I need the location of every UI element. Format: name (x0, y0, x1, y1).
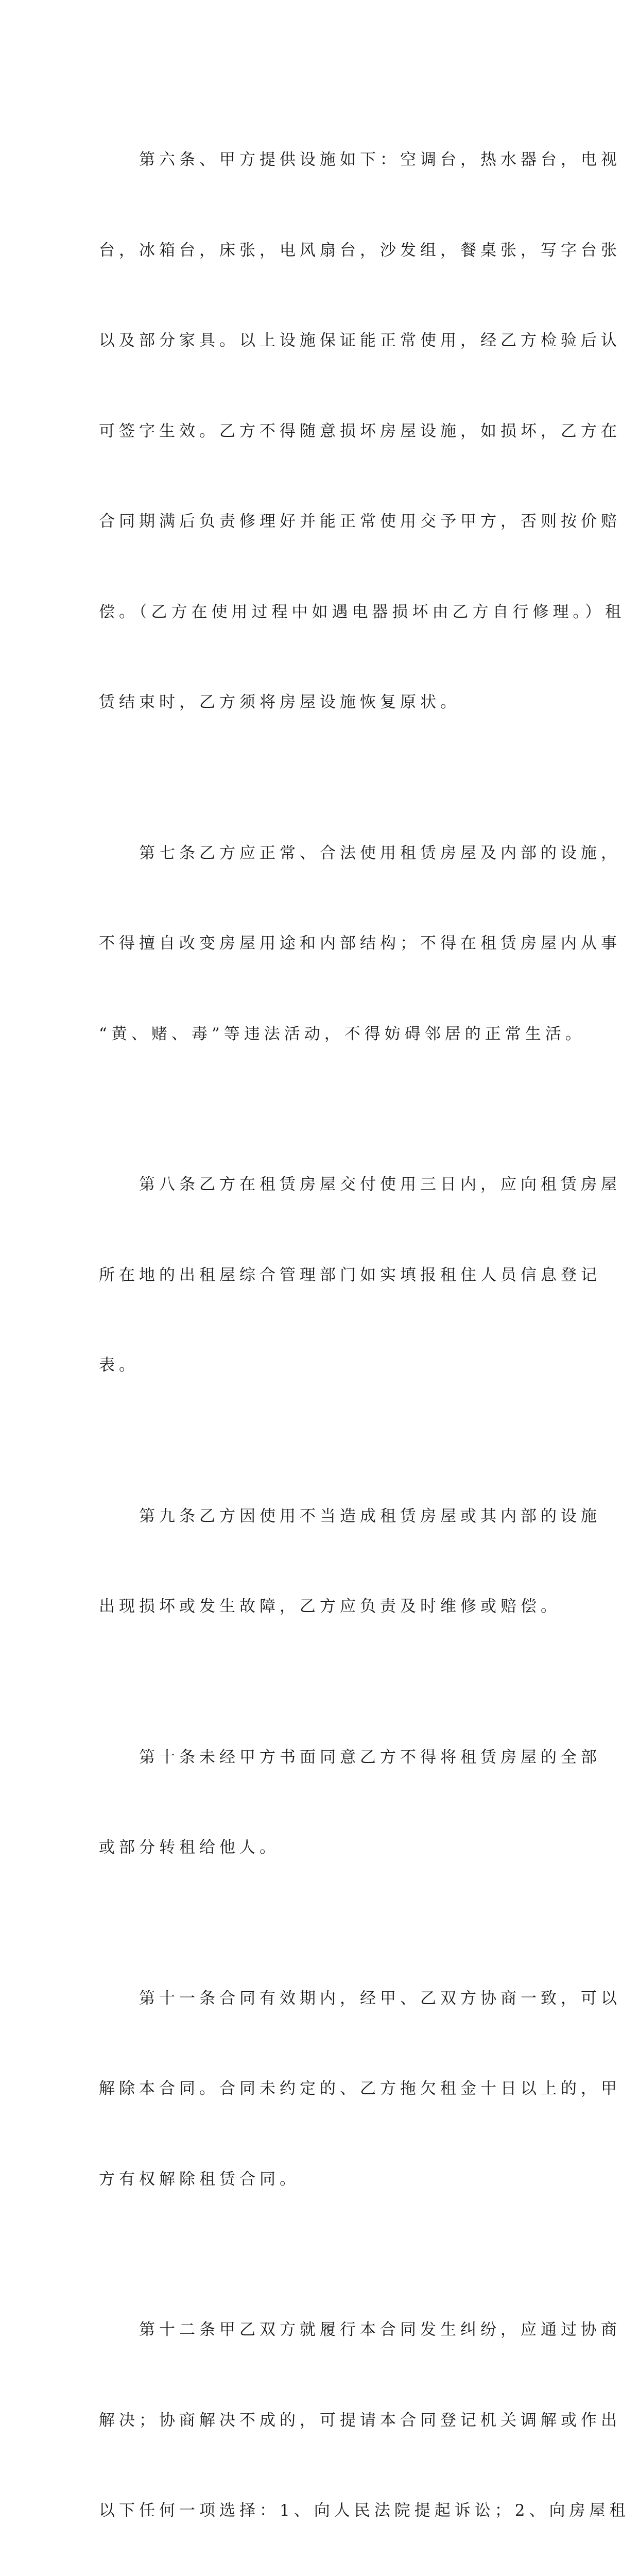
text-line: 以下任何一项选择：1、向人民法院提起诉讼；2、向房屋租 (99, 2501, 630, 2520)
article-6-paragraph (99, 84, 625, 778)
article-7-paragraph (99, 778, 621, 1110)
text-line: 出现损坏或发生故障，乙方应负责及时维修或赔偿。 (99, 1597, 561, 1616)
article-10-paragraph (99, 1682, 601, 1923)
text-line: 可签字生效。乙方不得随意损坏房屋设施，如损坏，乙方在 (99, 421, 621, 440)
document-body (99, 84, 630, 2576)
text-line: 以及部分家具。以上设施保证能正常使用，经乙方检验后认 (99, 331, 621, 350)
article-9-paragraph (99, 1441, 601, 1682)
text-line: 表。 (99, 1356, 139, 1375)
text-line: 第六条、甲方提供设施如下：空调台，热水器台，电视 (99, 150, 621, 169)
text-line: “黄、赌、毒”等违法活动，不得妨碍邻居的正常生活。 (99, 1024, 585, 1043)
text-line: 第九条乙方因使用不当造成租赁房屋或其内部的设施 (99, 1506, 601, 1526)
text-line: 解决；协商解决不成的，可提请本合同登记机关调解或作出 (99, 2411, 621, 2430)
text-line: 第十条未经甲方书面同意乙方不得将租赁房屋的全部 (99, 1748, 601, 1767)
text-line: 第十一条合同有效期内，经甲、乙双方协商一致，可以 (99, 1989, 621, 2008)
text-line: 第八条乙方在租赁房屋交付使用三日内，应向租赁房屋 (99, 1175, 621, 1194)
text-line: 方有权解除租赁合同。 (99, 2170, 300, 2189)
text-line: 台，冰箱台，床张，电风扇台，沙发组，餐桌张，写字台张 (99, 241, 621, 260)
article-8-paragraph (99, 1109, 621, 1441)
text-line: 不得擅自改变房屋用途和内部结构；不得在租赁房屋内从事 (99, 934, 621, 953)
text-line: 所在地的出租屋综合管理部门如实填报租住人员信息登记 (99, 1265, 601, 1284)
text-line: 合同期满后负责修理好并能正常使用交予甲方，否则按价赔 (99, 512, 621, 531)
text-line: 或部分转租给他人。 (99, 1838, 280, 1857)
article-12-paragraph (99, 2255, 630, 2576)
text-line: 第十二条甲乙双方就履行本合同发生纠纷，应通过协商 (99, 2320, 621, 2339)
text-line: 解除本合同。合同未约定的、乙方拖欠租金十日以上的，甲 (99, 2079, 621, 2098)
text-line: 赁结束时，乙方须将房屋设施恢复原状。 (99, 693, 460, 711)
text-line: 偿。（乙方在使用过程中如遇电器损坏由乙方自行修理。）租 (99, 602, 625, 621)
article-11-paragraph (99, 1923, 621, 2255)
text-line: 第七条乙方应正常、合法使用租赁房屋及内部的设施， (99, 843, 621, 862)
